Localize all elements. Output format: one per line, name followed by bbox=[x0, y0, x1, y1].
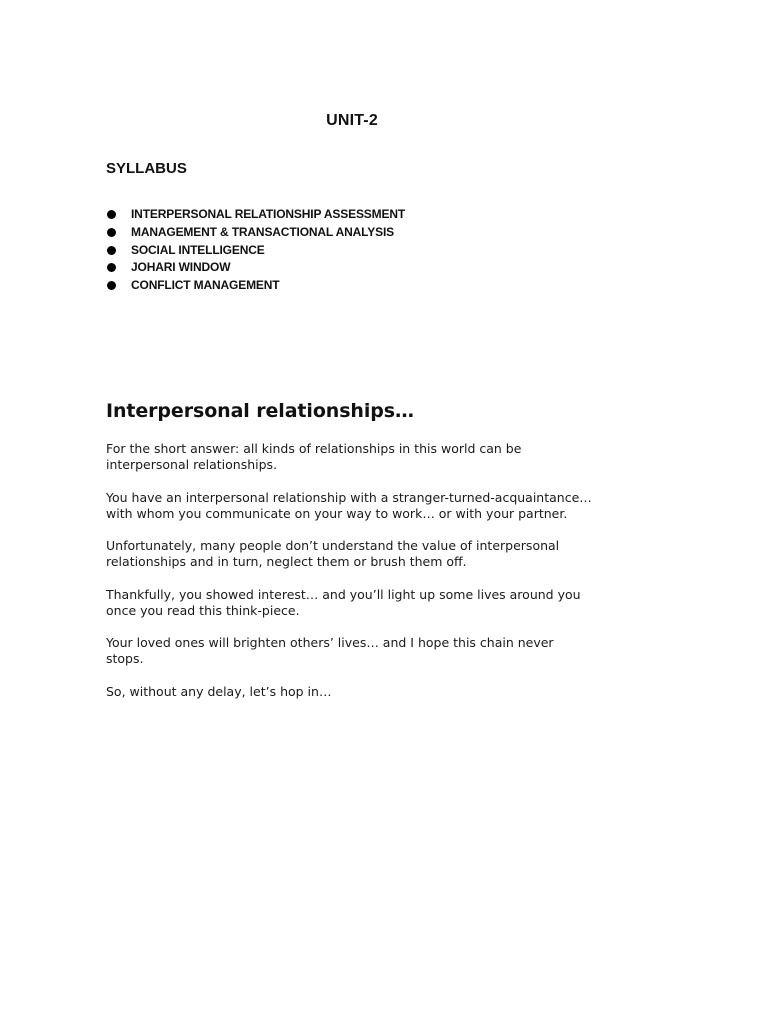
syllabus-item bbox=[106, 224, 405, 242]
paragraph bbox=[106, 538, 626, 570]
syllabus-heading: SYLLABUS bbox=[106, 160, 187, 177]
syllabus-item bbox=[106, 277, 405, 295]
body-text bbox=[106, 441, 626, 716]
paragraph-line: You have an interpersonal relationship with a stranger-turned-acquaintance… bbox=[106, 489, 592, 505]
paragraph-line: Unfortunately, many people don’t understand the value of interpersonal bbox=[106, 538, 560, 553]
paragraph-line: Your loved ones will brighten others’ lives… and I hope this chain never bbox=[106, 635, 554, 650]
paragraph-line: once you read this think-piece. bbox=[106, 602, 300, 618]
paragraph-line: relationships and in turn, neglect them or brush them off. bbox=[106, 554, 467, 569]
syllabus-item-label: INTERPERSONAL RELATIONSHIP ASSESSMENT bbox=[131, 207, 406, 221]
syllabus-item-label: MANAGEMENT & TRANSACTIONAL ANALYSIS bbox=[131, 224, 394, 239]
paragraph-line: For the short answer: all kinds of relationships in this world can be bbox=[106, 441, 522, 456]
bullet-icon bbox=[107, 210, 116, 219]
paragraph bbox=[106, 490, 626, 522]
unit-title: UNIT-2 bbox=[326, 112, 378, 129]
bullet-icon bbox=[107, 246, 116, 255]
section-heading: Interpersonal relationships… bbox=[106, 400, 414, 422]
paragraph-line: Thankfully, you showed interest… and you’ll light up some lives around you bbox=[106, 586, 581, 602]
paragraph-line: interpersonal relationships. bbox=[106, 457, 278, 472]
bullet-icon bbox=[107, 263, 116, 272]
bullet-icon bbox=[107, 228, 116, 237]
paragraph-line: So, without any delay, let’s hop in… bbox=[106, 683, 332, 699]
syllabus-item-label: SOCIAL INTELLIGENCE bbox=[131, 242, 265, 257]
paragraph bbox=[106, 587, 626, 619]
paragraph-line: with whom you communicate on your way to work… or with your partner. bbox=[106, 505, 568, 521]
bullet-icon bbox=[107, 281, 116, 290]
paragraph-line: stops. bbox=[106, 651, 144, 666]
syllabus-item bbox=[106, 259, 405, 277]
paragraph bbox=[106, 635, 626, 667]
syllabus-item bbox=[106, 206, 405, 224]
syllabus-list bbox=[106, 206, 405, 295]
syllabus-item bbox=[106, 242, 405, 260]
syllabus-item-label: JOHARI WINDOW bbox=[131, 260, 231, 275]
syllabus-item-label: CONFLICT MANAGEMENT bbox=[131, 278, 280, 293]
paragraph bbox=[106, 441, 626, 473]
paragraph bbox=[106, 684, 626, 700]
